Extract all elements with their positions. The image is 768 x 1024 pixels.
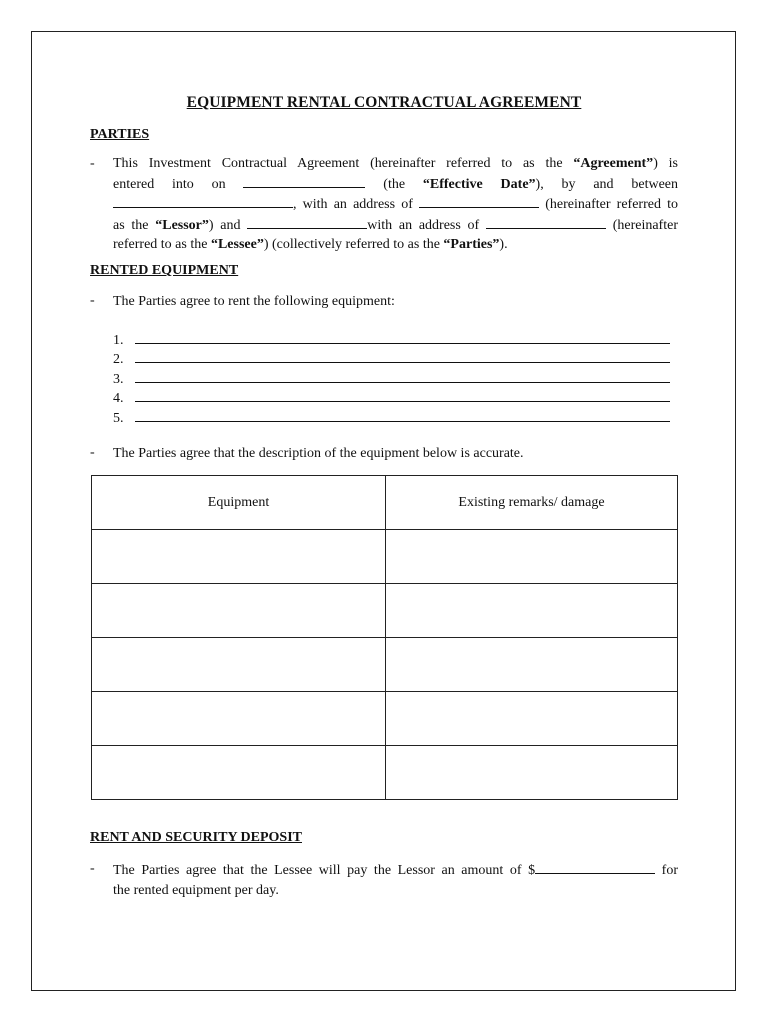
parties-line-4: as the “Lessor”) and with an address of (hereinafter	[113, 215, 678, 236]
equipment-condition-table	[91, 475, 678, 800]
table-cell-equipment[interactable]	[92, 746, 386, 800]
table-header-remarks: Existing remarks/ damage	[386, 476, 678, 530]
table-cell-equipment[interactable]	[92, 584, 386, 638]
parties-bullet: -	[90, 156, 95, 171]
table-cell-remarks[interactable]	[386, 584, 678, 638]
parties-paragraph	[113, 154, 678, 255]
equipment-list-item-1[interactable]: 1.	[113, 330, 670, 349]
table-cell-equipment[interactable]	[92, 530, 386, 584]
table-row	[92, 692, 678, 746]
rent-line-2: the rented equipment per day.	[113, 882, 279, 898]
document-title: EQUIPMENT RENTAL CONTRACTUAL AGREEMENT	[186, 94, 582, 111]
rent-line-1: The Parties agree that the Lessee will pay the Lessor an amount of $ for	[113, 860, 678, 881]
rented-equipment-intro: The Parties agree to rent the following equipment:	[113, 294, 395, 309]
table-cell-remarks[interactable]	[386, 692, 678, 746]
table-cell-remarks[interactable]	[386, 746, 678, 800]
table-row	[92, 638, 678, 692]
lessee-name-blank[interactable]	[247, 215, 367, 229]
equipment-list-item-4[interactable]: 4.	[113, 388, 670, 407]
table-row	[92, 530, 678, 584]
equipment-list-item-3[interactable]: 3.	[113, 369, 670, 388]
effective-date-blank[interactable]	[243, 174, 365, 188]
parties-line-5: referred to as the “Lessee”) (collectively referred to as the “Parties”).	[113, 237, 508, 252]
table-cell-equipment[interactable]	[92, 692, 386, 746]
parties-line-2: entered into on (the “Effective Date”), by and between	[113, 174, 678, 195]
table-row	[92, 584, 678, 638]
lessor-name-blank[interactable]	[113, 194, 293, 208]
rented-equipment-heading: RENTED EQUIPMENT	[90, 263, 239, 278]
equipment-desc-text: The Parties agree that the description of the equipment below is accurate.	[113, 446, 524, 461]
table-header-equipment: Equipment	[92, 476, 386, 530]
table-cell-remarks[interactable]	[386, 530, 678, 584]
table-row	[92, 746, 678, 800]
table-cell-equipment[interactable]	[92, 638, 386, 692]
parties-line-3: , with an address of (hereinafter referred to	[113, 194, 678, 215]
equipment-list-item-5[interactable]: 5.	[113, 408, 670, 427]
rent-paragraph	[113, 860, 678, 900]
equipment-desc-bullet: -	[90, 445, 95, 460]
rent-heading: RENT AND SECURITY DEPOSIT	[90, 830, 302, 845]
equipment-list-item-2[interactable]: 2.	[113, 349, 670, 368]
rent-bullet: -	[90, 861, 95, 876]
rent-amount-blank[interactable]	[535, 860, 655, 874]
parties-line-1: This Investment Contractual Agreement (hereinafter referred to as the “Agreement”) is	[113, 156, 678, 171]
rented-equipment-bullet: -	[90, 293, 95, 308]
parties-heading: PARTIES	[90, 127, 150, 142]
table-header-row	[92, 476, 678, 530]
lessee-address-blank[interactable]	[486, 215, 606, 229]
table-cell-remarks[interactable]	[386, 638, 678, 692]
lessor-address-blank[interactable]	[419, 194, 539, 208]
